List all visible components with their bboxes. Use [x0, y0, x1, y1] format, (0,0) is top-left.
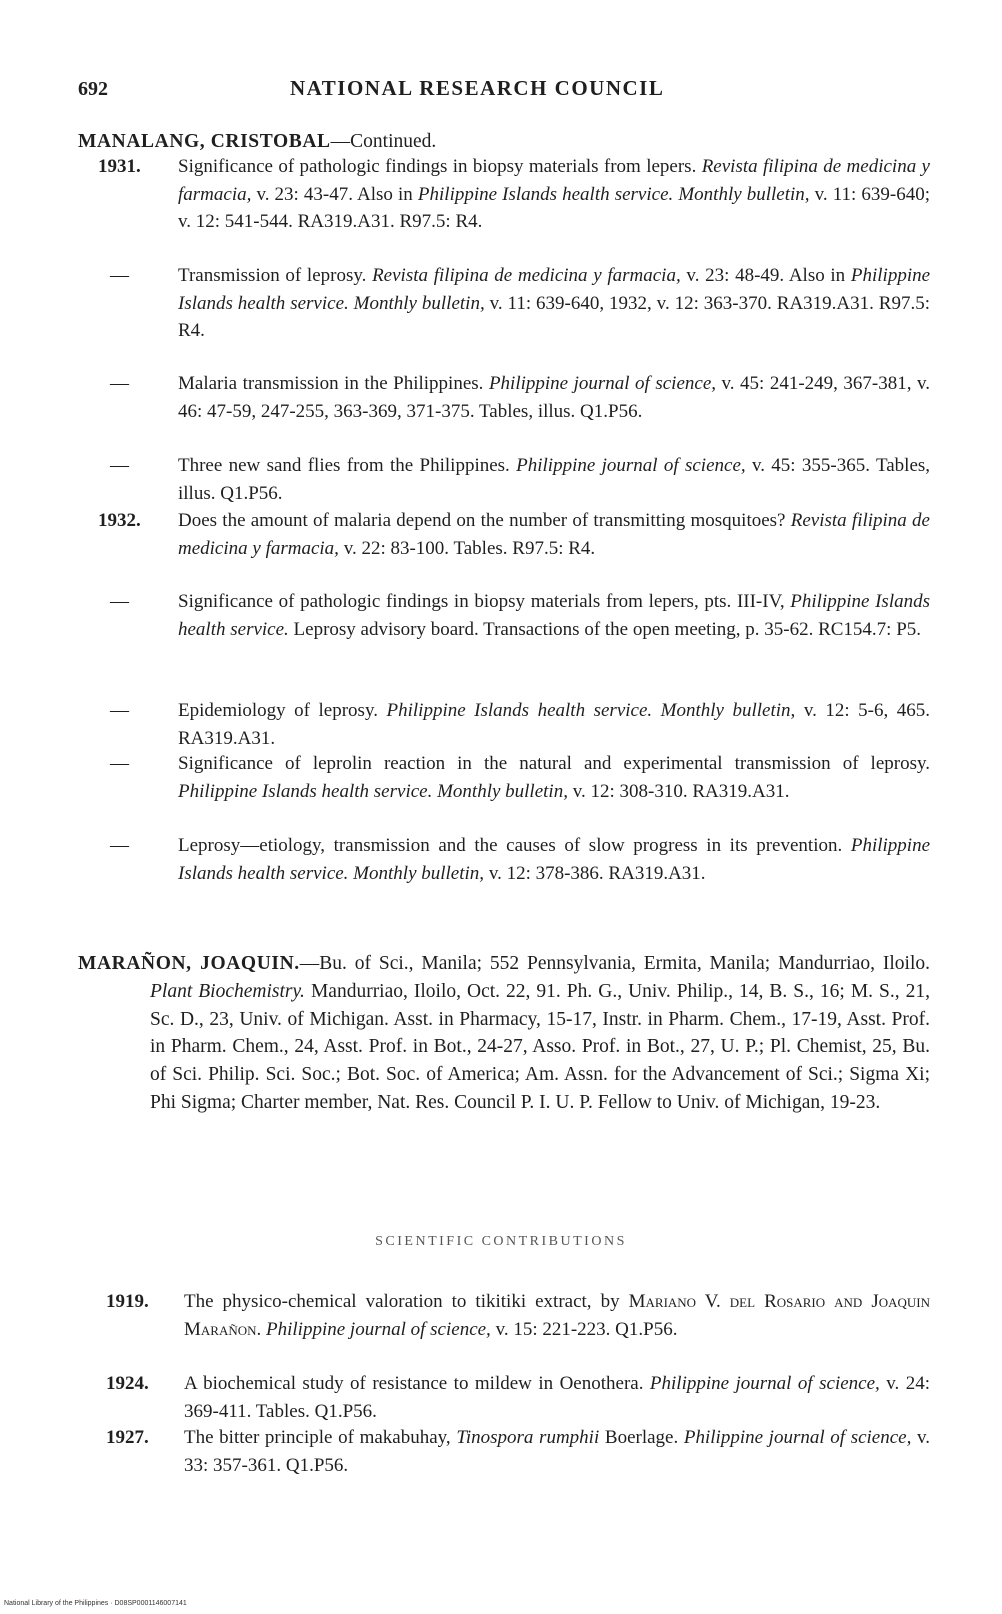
entry-title: Three new sand flies from the Philippines. — [178, 455, 510, 476]
bibliography-entry — [78, 507, 930, 562]
bibliography-entry — [78, 697, 930, 752]
scan-footer: National Library of the Philippines · D08SP0001146007141 — [4, 1600, 187, 1607]
entry-details: v. 12: 378-386. RA319.A31. — [488, 862, 706, 884]
entry-dash: — — [110, 700, 129, 721]
bibliography-entry — [78, 1370, 930, 1425]
entry-text — [178, 452, 930, 507]
running-title: NATIONAL RESEARCH COUNCIL — [290, 76, 665, 100]
entry-text — [178, 507, 930, 562]
entry-title: Significance of pathologic findings in biopsy materials from lepers, pts. III-IV, — [178, 591, 785, 612]
author-biography-maranon — [78, 950, 930, 1117]
bibliography-entry — [78, 1288, 930, 1343]
entry-details: v. 23: 48-49. Also in — [686, 265, 846, 286]
entry-details: v. 22: 83-100. Tables. R97.5: R4. — [343, 537, 596, 559]
bibliography-entry — [78, 153, 930, 236]
entry-title: Malaria transmission in the Philippines. — [178, 373, 484, 394]
bibliography-entry — [78, 750, 930, 805]
entry-journal: Philippine Islands health service. — [178, 591, 930, 640]
entry-details: v. 45: 355-365. Tables, illus. Q1.P56. — [178, 455, 931, 504]
entry-journal: Philippine journal of science, — [649, 1373, 880, 1394]
entry-year: 1927. — [106, 1427, 149, 1448]
section-heading: SCIENTIFIC CONTRIBUTIONS — [375, 1234, 627, 1249]
entry-title: The bitter principle of makabuhay, — [184, 1427, 451, 1448]
entry-journal: Philippine Islands health service. Monthly bulletin, — [178, 780, 568, 802]
entry-text — [178, 750, 930, 805]
entry-text — [178, 697, 930, 752]
bibliography-entry — [78, 370, 930, 425]
entry-title: The physico-chemical valoration to tikitiki extract, by — [184, 1291, 620, 1312]
entry-journal: Philippine journal of science, — [683, 1427, 912, 1448]
entry-details: v. 23: 43-47. Also in — [256, 183, 413, 205]
author-name: MANALANG, CRISTOBAL — [78, 131, 331, 152]
entry-journal: Philippine journal of science, — [488, 373, 716, 394]
entry-details: v. 45: 241-249, 367-381, v. 46: 47-59, 247-255, 363-369, 371-375. Tables, illus. Q1.P56. — [178, 373, 931, 422]
entry-text — [178, 588, 930, 643]
entry-details: v. 12: 308-310. RA319.A31. — [572, 780, 790, 802]
entry-text — [184, 1370, 930, 1425]
biography-text — [78, 950, 931, 1117]
continued-label: —Continued. — [330, 131, 437, 152]
entry-authors: Mariano V. del Rosario and Joaquin Marañon. — [184, 1291, 930, 1340]
entry-title: A biochemical study of resistance to mildew in Oenothera. — [184, 1373, 644, 1394]
entry-title: Transmission of leprosy. — [178, 265, 367, 286]
entry-text — [178, 262, 930, 345]
entry-year: 1932. — [98, 510, 141, 531]
entry-journal: Philippine journal of science, — [266, 1318, 491, 1340]
author-name: MARAÑON, JOAQUIN. — [78, 953, 300, 974]
entry-year: 1931. — [98, 156, 141, 177]
entry-dash: — — [110, 373, 129, 394]
entry-species: Tinospora rumphii — [456, 1427, 600, 1448]
entry-text — [178, 832, 930, 887]
entry-species-author: Boerlage. — [604, 1427, 679, 1448]
entry-dash: — — [110, 835, 129, 856]
entry-details-2: v. 11: 639-640, 1932, v. 12: 363-370. RA319.A31. R97.5: R4. — [178, 292, 931, 341]
entry-year: 1919. — [106, 1291, 149, 1312]
author-heading-manalang — [78, 128, 930, 156]
entry-details: v. 15: 221-223. Q1.P56. — [495, 1318, 678, 1340]
entry-journal: Revista filipina de medicina y farmacia, — [178, 156, 930, 205]
bibliography-entry — [78, 1424, 930, 1479]
entry-text — [184, 1288, 930, 1343]
page-number: 692 — [78, 78, 108, 100]
bibliography-entry — [78, 262, 930, 345]
entry-text — [184, 1424, 930, 1479]
entry-title: Leprosy—etiology, transmission and the causes of slow progress in its prevention. — [178, 835, 843, 856]
bibliography-entry — [78, 588, 930, 643]
entry-journal: Revista filipina de medicina y farmacia, — [178, 510, 930, 559]
entry-dash: — — [110, 455, 129, 476]
entry-dash: — — [110, 753, 129, 774]
entry-details-2: v. 11: 639-640; v. 12: 541-544. RA319.A31. R97.5: R4. — [178, 183, 931, 232]
entry-journal: Revista filipina de medicina y farmacia, — [372, 265, 681, 286]
entry-title: Significance of leprolin reaction in the natural and experimental transmission of leprosy. — [178, 753, 930, 774]
bio-part-2: Mandurriao, Iloilo, Oct. 22, 91. Ph. G., Univ. Philip., 14, B. S., 16; M. S., 21, Sc. D., 23, Univ. of Michigan. Asst. in Pharmacy, 15-17, Instr. in Pharm. Chem., 17-19, Asst. Prof. in Pharm. Chem., 24, Asst. Prof. in Bot., 24-27, Asso. Prof. in Bot., 27, U. P.; Pl. Chemist, 25, Bu. of Sci. Philip. Sci. Soc.; Bot. Soc. of America; Am. Assn. for the Advancement of Sci.; Sigma Xi; Phi Sigma; Charter member, Nat. Res. Council P. I. U. P. Fellow to Univ. of Michigan, 19-23. — [150, 980, 931, 1113]
bio-part-1: —Bu. of Sci., Manila; 552 Pennsylvania, Ermita, Manila; Mandurriao, Iloilo. — [299, 953, 930, 974]
bibliography-entry — [78, 832, 930, 887]
bibliography-entry — [78, 452, 930, 507]
entry-title: Epidemiology of leprosy. — [178, 700, 378, 721]
entry-text — [178, 153, 930, 236]
entry-journal: Philippine Islands health service. Monthly bulletin, — [386, 700, 796, 721]
entry-journal: Philippine Islands health service. Monthly bulletin, — [178, 835, 930, 884]
entry-details: v. 33: 357-361. Q1.P56. — [184, 1427, 931, 1476]
entry-dash: — — [110, 591, 129, 612]
entry-journal-2: Philippine Islands health service. Monthly bulletin, — [417, 183, 810, 205]
entry-details: Leprosy advisory board. Transactions of the open meeting, p. 35-62. RC154.7: P5. — [293, 618, 922, 640]
entry-title: Significance of pathologic findings in biopsy materials from lepers. — [178, 156, 697, 177]
entry-title: Does the amount of malaria depend on the number of transmitting mosquitoes? — [178, 510, 786, 531]
page-header — [78, 76, 930, 108]
bio-field: Plant Biochemistry. — [150, 980, 305, 1002]
entry-journal-2: Philippine Islands health service. Monthly bulletin, — [178, 265, 931, 314]
entry-text — [178, 370, 930, 425]
entry-details: v. 12: 5-6, 465. RA319.A31. — [178, 700, 931, 749]
entry-journal: Philippine journal of science, — [516, 455, 746, 476]
entry-details: v. 24: 369-411. Tables. Q1.P56. — [184, 1373, 930, 1422]
entry-dash: — — [110, 265, 129, 286]
entry-year: 1924. — [106, 1373, 149, 1394]
